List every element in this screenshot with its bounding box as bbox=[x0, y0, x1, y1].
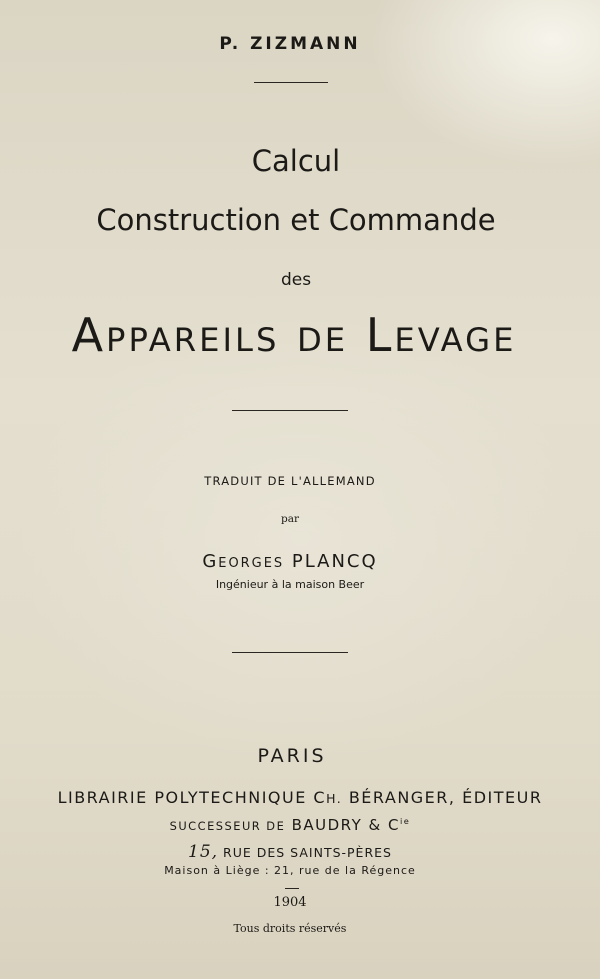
divider-rule bbox=[285, 888, 299, 889]
rights-notice: Tous droits réservés bbox=[233, 922, 347, 935]
translator-name bbox=[0, 551, 590, 572]
branch-address: Maison à Liège : 21, rue de la Régence bbox=[164, 864, 416, 877]
translator-initial: G bbox=[202, 551, 219, 572]
main-title-word-3: EVAGE bbox=[394, 321, 517, 359]
publisher-name: LIBRAIRIE POLYTECHNIQUE bbox=[57, 788, 307, 807]
divider-rule bbox=[232, 652, 348, 653]
address-street: RUE DES SAINTS-PÈRES bbox=[223, 845, 392, 860]
title-line-3: des bbox=[280, 270, 312, 290]
divider-rule bbox=[232, 410, 348, 411]
main-title-initial-l: L bbox=[365, 308, 395, 362]
successor-co-sup: ie bbox=[400, 816, 411, 826]
publisher-line bbox=[0, 788, 600, 807]
successor-line bbox=[0, 816, 590, 834]
translator-role: Ingénieur à la maison Beer bbox=[215, 578, 365, 591]
divider-rule bbox=[254, 82, 328, 83]
main-title-initial-a: A bbox=[71, 308, 107, 362]
publisher-ch-initial: C bbox=[313, 788, 327, 807]
publisher-editor: BÉRANGER, ÉDITEUR bbox=[348, 788, 543, 807]
successor-co-initial: C bbox=[388, 816, 400, 834]
successor-name: BAUDRY & bbox=[291, 816, 382, 834]
main-title-word-2: DE bbox=[297, 321, 349, 359]
title-line-2: Construction et Commande bbox=[96, 203, 496, 237]
title-line-1: Calcul bbox=[251, 144, 341, 178]
publication-year: 1904 bbox=[273, 895, 307, 910]
translator-first-name: EORGES bbox=[218, 556, 285, 571]
author-name: P. ZIZMANN bbox=[219, 34, 361, 54]
translation-note: TRADUIT DE L'ALLEMAND bbox=[204, 474, 376, 488]
publication-city: PARIS bbox=[257, 745, 327, 767]
successor-label: SUCCESSEUR DE bbox=[169, 819, 286, 833]
address-number: 15, bbox=[188, 842, 219, 862]
publisher-ch-rest: H. bbox=[326, 791, 343, 806]
publisher-address bbox=[0, 842, 590, 862]
main-title bbox=[0, 308, 594, 362]
translator-last-name: PLANCQ bbox=[291, 551, 378, 572]
main-title-word-1: PPAREILS bbox=[106, 321, 280, 359]
translation-by: par bbox=[280, 513, 299, 525]
